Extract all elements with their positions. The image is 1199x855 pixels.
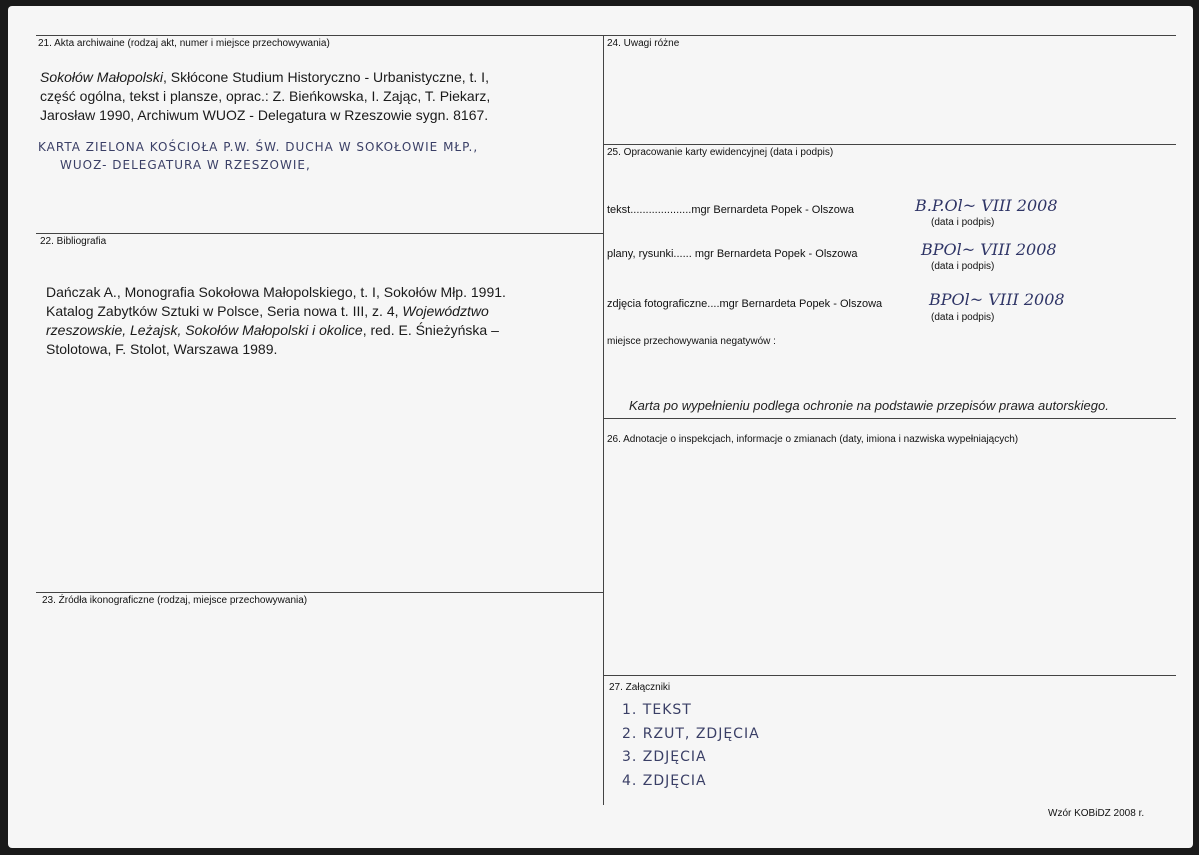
s22-line1: Dańczak A., Monografia Sokołowa Małopolskiego, t. I, Sokołów Młp. 1991. — [46, 284, 506, 300]
s22-line4: Stolotowa, F. Stolot, Warszawa 1989. — [46, 341, 278, 357]
s21-line2: część ogólna, tekst i plansze, oprac.: Z. Bieńkowska, I. Zając, T. Piekarz, — [40, 88, 491, 104]
s25-signature-1: B.P.Ol~ VIII 2008 — [915, 196, 1058, 215]
rule-26 — [603, 418, 1176, 419]
s21-line1-italic: Sokołów Małopolski — [40, 69, 163, 85]
section-25-label: 25. Opracowanie karty ewidencyjnej (data i podpis) — [607, 147, 834, 158]
rule-23 — [36, 592, 603, 593]
s25-date-sign-1: (data i podpis) — [931, 217, 995, 228]
s25-date-sign-3: (data i podpis) — [931, 312, 995, 323]
rule-27 — [603, 675, 1176, 676]
rule-22 — [36, 233, 603, 234]
section-22-text — [46, 283, 580, 359]
section-21-label: 21. Akta archiwaine (rodzaj akt, numer i miejsce przechowywania) — [38, 38, 330, 49]
s25-negatives: miejsce przechowywania negatywów : — [607, 336, 776, 347]
section-24-label: 24. Uwagi różne — [607, 38, 680, 49]
s25-date-sign-2: (data i podpis) — [931, 261, 995, 272]
center-divider — [603, 35, 604, 805]
s21-handwritten-1: KARTA ZIELONA KOŚCIOŁA P.W. ŚW. DUCHA W SOKOŁOWIE MŁP., — [38, 140, 479, 154]
form-sheet — [8, 6, 1193, 848]
s27-item-3: 3. ZDJĘCIA — [622, 749, 707, 765]
section-23-label: 23. Źródła ikonograficzne (rodzaj, miejsce przechowywania) — [42, 595, 308, 606]
s22-line2a: Katalog Zabytków Sztuki w Polsce, Seria nowa t. III, z. 4, — [46, 303, 403, 319]
s22-line2b: Województwo — [402, 303, 489, 319]
s25-row-photos: zdjęcia fotograficzne....mgr Bernardeta Popek - Olszowa — [607, 298, 883, 310]
s27-item-4: 4. ZDJĘCIA — [622, 773, 707, 789]
s25-row-plans: plany, rysunki...... mgr Bernardeta Popek - Olszowa — [607, 248, 858, 260]
section-22-label: 22. Bibliografia — [40, 236, 107, 247]
s21-line3: Jarosław 1990, Archiwum WUOZ - Delegatura w Rzeszowie sygn. 8167. — [40, 107, 489, 123]
section-27-label: 27. Załączniki — [609, 682, 671, 693]
s22-line3a: rzeszowskie, Leżajsk, Sokołów Małopolski i okolice — [46, 322, 363, 338]
s21-handwritten-2: WUOZ- DELEGATURA W RZESZOWIE, — [60, 158, 311, 172]
s25-row-text: tekst....................mgr Bernardeta Popek - Olszowa — [607, 204, 854, 216]
s22-line3b: , red. E. Śnieżyńska – — [362, 322, 499, 338]
rule-25 — [603, 144, 1176, 145]
s27-item-2: 2. RZUT, ZDJĘCIA — [622, 726, 760, 742]
section-26-label: 26. Adnotacje o inspekcjach, informacje o zmianach (daty, imiona i nazwiska wypełniających) — [607, 434, 1019, 445]
s21-line1: , Skłócone Studium Historyczno - Urbanistyczne, t. I, — [162, 69, 489, 85]
top-rule — [36, 35, 1176, 36]
s25-signature-2: BPOl~ VIII 2008 — [921, 240, 1057, 259]
s25-signature-3: BPOl~ VIII 2008 — [929, 290, 1065, 309]
footer-template: Wzór KOBiDZ 2008 r. — [1048, 808, 1145, 819]
s27-item-1: 1. TEKST — [622, 702, 692, 718]
section-21-text — [40, 68, 578, 125]
s25-copyright-note: Karta po wypełnieniu podlega ochronie na podstawie przepisów prawa autorskiego. — [629, 398, 1109, 413]
